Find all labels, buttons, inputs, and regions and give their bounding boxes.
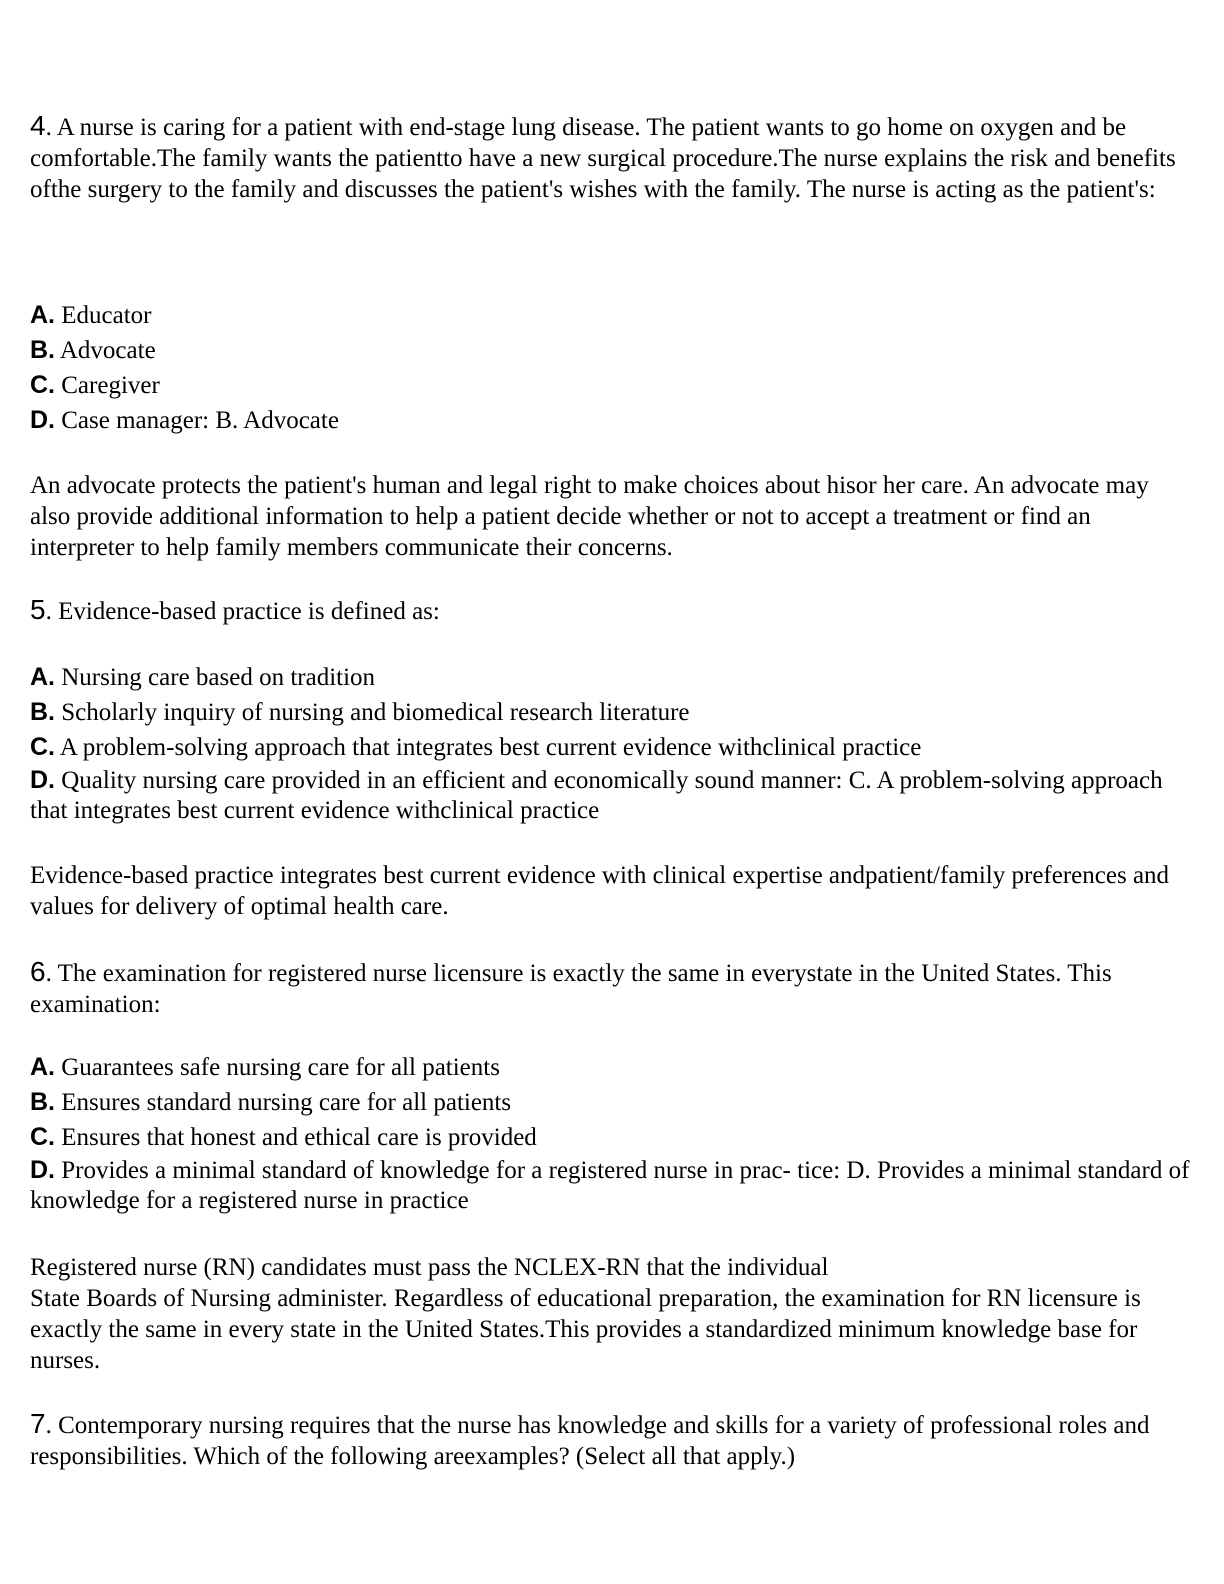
option-text: A problem-solving approach that integrates best current evidence withclinical practice xyxy=(59,734,922,761)
question-text: Contemporary nursing requires that the nurse has knowledge and skills for a variety of professional roles and responsibilities. Which of the following areexamples? (Select all that apply.) xyxy=(30,1412,1150,1470)
option-a xyxy=(30,298,1190,333)
question-6 xyxy=(30,956,1190,1020)
number-suffix: . xyxy=(45,114,52,141)
option-letter: A. xyxy=(30,301,55,329)
option-text: Scholarly inquiry of nursing and biomedical research literature xyxy=(61,699,690,726)
option-b xyxy=(30,333,1190,368)
question-number: 6 xyxy=(30,956,46,987)
number-suffix: . xyxy=(45,598,52,625)
option-text: Provides a minimal standard of knowledge for a registered nurse in prac- tice: D. Provides a minimal standard of knowledge for a registered nurse in practice xyxy=(30,1157,1190,1214)
option-text: Nursing care based on tradition xyxy=(61,664,376,691)
option-letter: B. xyxy=(30,336,55,364)
question-4-prompt xyxy=(30,110,1190,205)
option-letter: C. xyxy=(30,1123,55,1151)
option-text: Case manager: B. Advocate xyxy=(61,407,339,434)
question-5-options xyxy=(30,660,1190,826)
option-b xyxy=(30,695,1190,730)
option-letter: C. xyxy=(30,733,55,761)
option-d xyxy=(30,403,1190,438)
option-letter: D. xyxy=(30,766,55,794)
option-text: Guarantees safe nursing care for all patients xyxy=(61,1054,500,1081)
option-text: Ensures standard nursing care for all patients xyxy=(61,1089,512,1116)
question-7-prompt xyxy=(30,1408,1190,1472)
option-d xyxy=(30,1155,1190,1216)
question-text: The examination for registered nurse licensure is exactly the same in everystate in the United States. This examination: xyxy=(30,960,1112,1018)
question-text: A nurse is caring for a patient with end-stage lung disease. The patient wants to go home on oxygen and be comfortable.The family wants the patientto have a new surgical procedure.The nurse explains the risk and benefits ofthe surgery to the family and discusses the patient's wishes with the family. The nurse is acting as the patient's: xyxy=(30,114,1176,203)
question-7 xyxy=(30,1408,1190,1472)
number-suffix: . xyxy=(45,960,52,987)
question-number: 4 xyxy=(30,110,46,141)
rationale-text: An advocate protects the patient's human and legal right to make choices about hisor her care. An advocate may also provide additional information to help a patient decide whether or not to accept a treatment or find an interpreter to help family members communicate their concerns. xyxy=(30,472,1149,561)
option-c xyxy=(30,1120,1190,1155)
option-letter: B. xyxy=(30,698,55,726)
option-a xyxy=(30,1050,1190,1085)
question-5-prompt xyxy=(30,594,1190,627)
question-number: 5 xyxy=(30,594,46,625)
question-6-options xyxy=(30,1050,1190,1216)
question-5 xyxy=(30,594,1190,627)
rationale-line: State Boards of Nursing administer. Regardless of educational preparation, the examination for RN licensure is exactly the same in every state in the United States.This provides a standardized minimum knowledge base for nurses. xyxy=(30,1285,1141,1374)
question-4-rationale xyxy=(30,470,1190,563)
option-letter: D. xyxy=(30,406,55,434)
question-6-rationale xyxy=(30,1252,1190,1376)
option-text: Caregiver xyxy=(61,372,160,399)
option-text: Ensures that honest and ethical care is provided xyxy=(61,1124,537,1151)
question-4-options xyxy=(30,298,1190,438)
option-text: Advocate xyxy=(59,337,156,364)
option-letter: A. xyxy=(30,1053,55,1081)
rationale-line: Registered nurse (RN) candidates must pass the NCLEX-RN that the individual xyxy=(30,1254,829,1281)
option-b xyxy=(30,1085,1190,1120)
question-5-rationale xyxy=(30,860,1190,922)
question-number: 7 xyxy=(30,1408,46,1439)
option-a xyxy=(30,660,1190,695)
option-text: Educator xyxy=(61,302,152,329)
option-c xyxy=(30,368,1190,403)
option-letter: A. xyxy=(30,663,55,691)
option-text: Quality nursing care provided in an efficient and economically sound manner: C. A problem-solving approach that integrates best current evidence withclinical practice xyxy=(30,767,1163,824)
option-letter: D. xyxy=(30,1156,55,1184)
question-6-prompt xyxy=(30,956,1190,1020)
option-letter: B. xyxy=(30,1088,55,1116)
question-text: Evidence-based practice is defined as: xyxy=(58,598,440,625)
option-letter: C. xyxy=(30,371,55,399)
question-4 xyxy=(30,110,1190,205)
number-suffix: . xyxy=(45,1412,52,1439)
rationale-text: Evidence-based practice integrates best current evidence with clinical expertise andpatient/family preferences and values for delivery of optimal health care. xyxy=(30,862,1170,920)
option-c xyxy=(30,730,1190,765)
option-d xyxy=(30,765,1190,826)
